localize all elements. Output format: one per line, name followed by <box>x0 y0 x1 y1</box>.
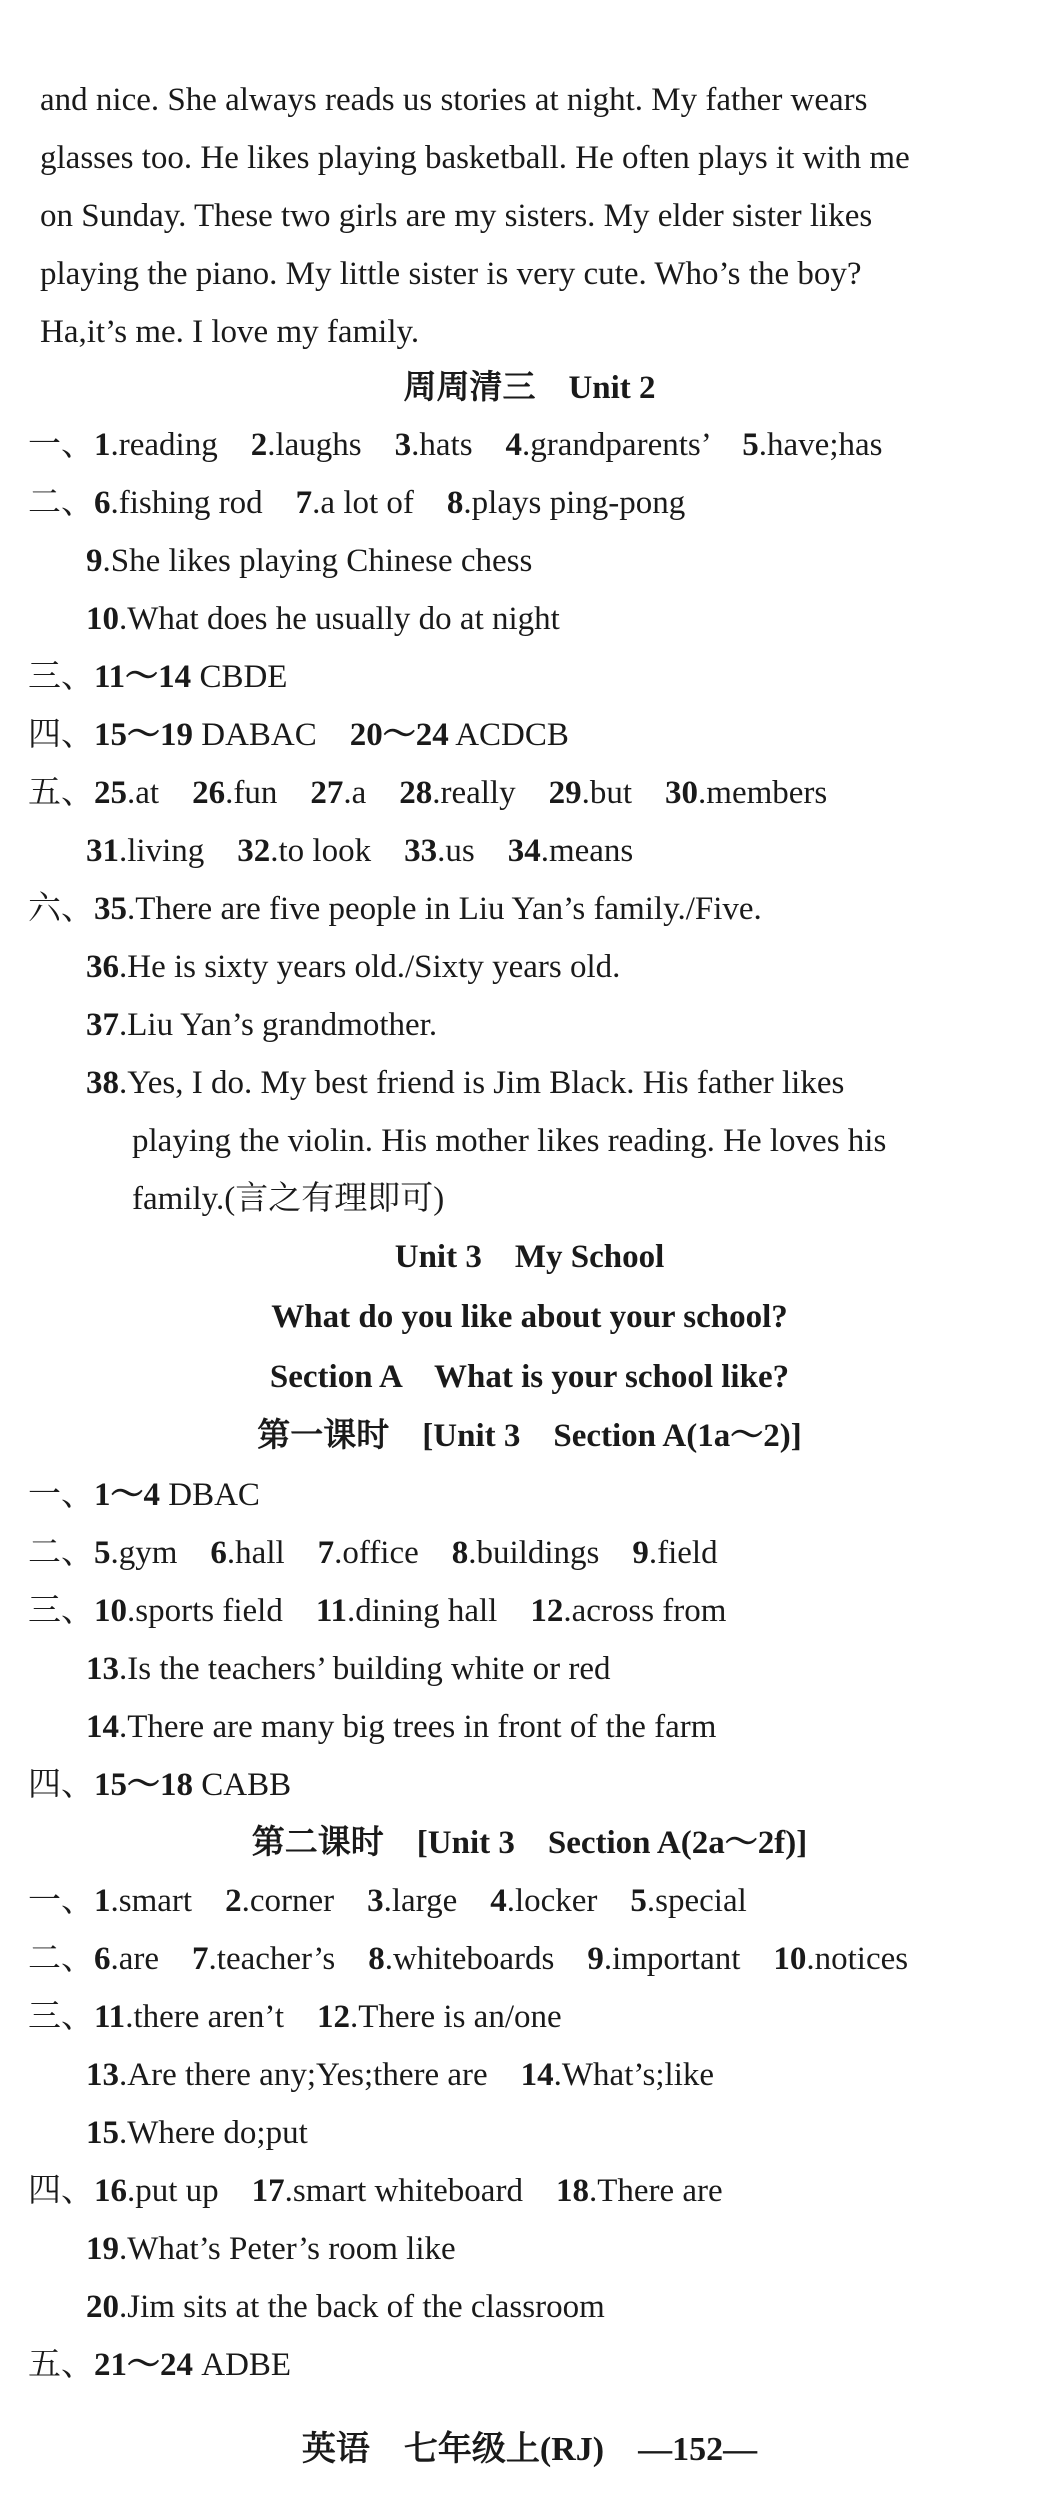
lesson-heading: 第二课时 [Unit 3 Section A(2a～2f)] <box>251 1825 808 1861</box>
answer-row: 三、10.sports field 11.dining hall 12.across from <box>28 1593 727 1629</box>
answer-row: 37.Liu Yan’s grandmother. <box>86 1007 438 1043</box>
answer-row: 一、1.reading 2.laughs 3.hats 4.grandparents’ 5.have;has <box>28 427 883 463</box>
answer-row: 二、6.are 7.teacher’s 8.whiteboards 9.important 10.notices <box>28 1941 909 1977</box>
answer-row: 13.Is the teachers’ building white or red <box>86 1651 611 1687</box>
weekly-heading: 周周清三 Unit 2 <box>403 370 656 406</box>
answer-row: 五、25.at 26.fun 27.a 28.really 29.but 30.members <box>28 775 828 811</box>
answer-row: 四、15～18 CABB <box>28 1767 292 1803</box>
answer-row: 31.living 32.to look 33.us 34.means <box>86 833 634 869</box>
page-footer <box>0 2430 1059 2470</box>
section-title: Section A What is your school like? <box>269 1359 790 1395</box>
lesson-heading: 第一课时 [Unit 3 Section A(1a～2)] <box>257 1418 802 1454</box>
footer-subject: 英语 七年级上(RJ) <box>301 2431 605 2468</box>
paragraph-line: on Sunday. These two girls are my sisters. My elder sister likes <box>40 198 873 234</box>
answer-row: 四、16.put up 17.smart whiteboard 18.There are <box>28 2173 723 2209</box>
answer-row: playing the violin. His mother likes reading. He loves his <box>132 1123 887 1159</box>
paragraph-line: and nice. She always reads us stories at night. My father wears <box>40 82 868 118</box>
answer-row: 二、6.fishing rod 7.a lot of 8.plays ping-pong <box>28 485 686 521</box>
answer-row: 一、1～4 DBAC <box>28 1477 260 1513</box>
answer-row: 20.Jim sits at the back of the classroom <box>86 2289 605 2325</box>
unit-title: Unit 3 My School <box>394 1239 665 1275</box>
answer-row: 36.He is sixty years old./Sixty years old. <box>86 949 621 985</box>
answer-row: 二、5.gym 6.hall 7.office 8.buildings 9.field <box>28 1535 718 1571</box>
answer-row: 13.Are there any;Yes;there are 14.What’s;like <box>86 2057 715 2093</box>
answer-row: 三、11～14 CBDE <box>28 659 288 695</box>
paragraph-line: glasses too. He likes playing basketball. He often plays it with me <box>40 140 910 176</box>
answer-row: 15.Where do;put <box>86 2115 308 2151</box>
unit-question: What do you like about your school? <box>271 1299 788 1335</box>
answer-row: 四、15～19 DABAC 20～24 ACDCB <box>28 717 569 753</box>
answer-row: 14.There are many big trees in front of the farm <box>86 1709 717 1745</box>
answer-row: 38.Yes, I do. My best friend is Jim Black. His father likes <box>86 1065 845 1101</box>
answer-row: 19.What’s Peter’s room like <box>86 2231 456 2267</box>
answer-row: 六、35.There are five people in Liu Yan’s family./Five. <box>28 891 762 927</box>
answer-row: 三、11.there aren’t 12.There is an/one <box>28 1999 562 2035</box>
page-number: —152— <box>638 2431 758 2468</box>
answer-row: 10.What does he usually do at night <box>86 601 560 637</box>
paragraph-line: Ha,it’s me. I love my family. <box>40 314 420 350</box>
paragraph-line: playing the piano. My little sister is very cute. Who’s the boy? <box>40 256 862 292</box>
answer-row: 五、21～24 ADBE <box>28 2347 292 2383</box>
answer-row: 9.She likes playing Chinese chess <box>86 543 533 579</box>
answer-row: 一、1.smart 2.corner 3.large 4.locker 5.special <box>28 1883 747 1919</box>
answer-row: family.(言之有理即可) <box>132 1181 445 1217</box>
